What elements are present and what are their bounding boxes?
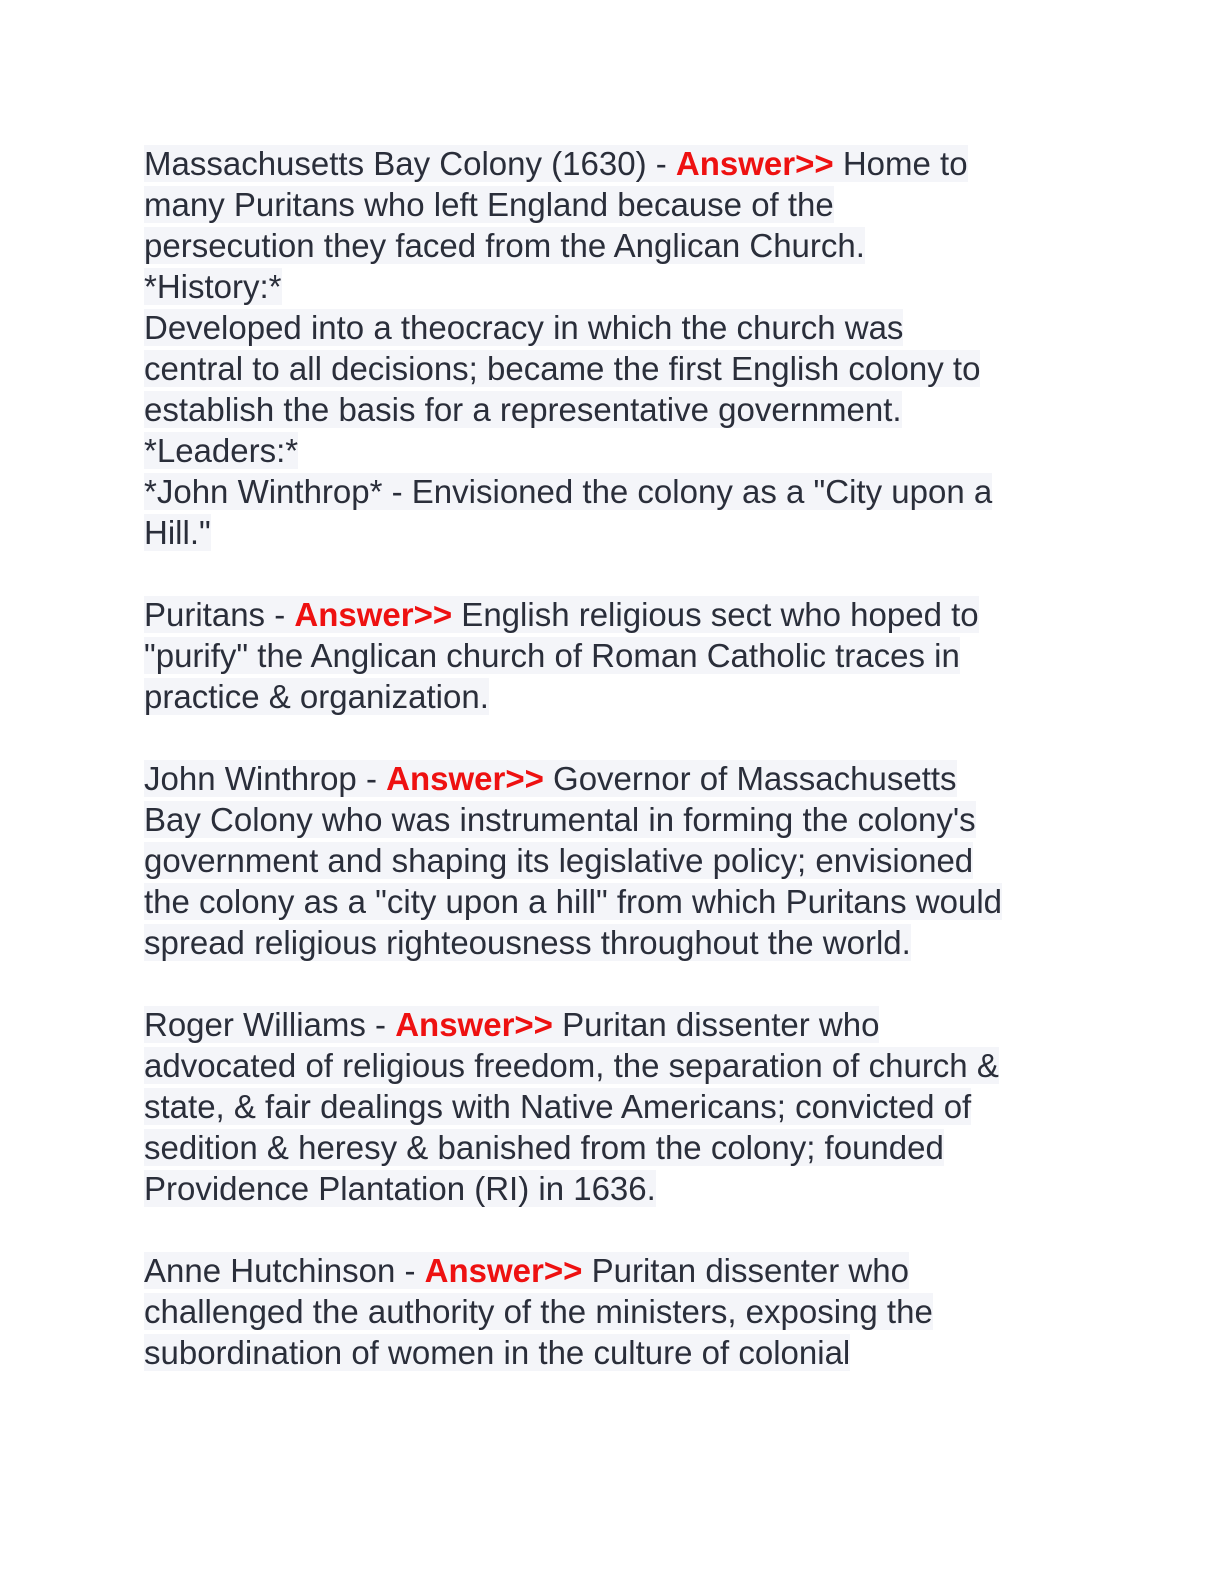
definition-text: many Puritans who left England because of the (144, 186, 834, 223)
flashcard-entry (144, 594, 1080, 717)
definition-text: Puritan dissenter who (582, 1252, 909, 1289)
text-line (144, 676, 1080, 717)
text-line (144, 840, 1080, 881)
text-line (144, 594, 1080, 635)
text-line (144, 348, 1080, 389)
definition-text: persecution they faced from the Anglican Church. (144, 227, 865, 264)
text-line (144, 430, 1080, 471)
definition-text: Developed into a theocracy in which the church was (144, 309, 904, 346)
flashcard-entry (144, 143, 1080, 553)
definition-text: the colony as a "city upon a hill" from which Puritans would (144, 883, 1003, 920)
definition-text: Puritan dissenter who (552, 1006, 880, 1043)
text-line (144, 635, 1080, 676)
flashcard-entry (144, 1004, 1080, 1209)
text-line (144, 1127, 1080, 1168)
text-line (144, 225, 1080, 266)
text-line (144, 758, 1080, 799)
entry-spacer (144, 717, 1080, 758)
term-text: Massachusetts Bay Colony (1630) - (144, 145, 676, 182)
definition-text: government and shaping its legislative policy; envisioned (144, 842, 974, 879)
definition-text: Bay Colony who was instrumental in forming the colony's (144, 801, 976, 838)
definition-text: establish the basis for a representative government. (144, 391, 902, 428)
definition-text: "purify" the Anglican church of Roman Catholic traces in (144, 637, 960, 674)
definition-text: Governor of Massachusetts (543, 760, 957, 797)
term-text: Roger Williams - (144, 1006, 396, 1043)
section-heading: *Leaders:* (144, 432, 299, 469)
text-line (144, 143, 1080, 184)
definition-text: Providence Plantation (RI) in 1636. (144, 1170, 656, 1207)
text-line (144, 1004, 1080, 1045)
document-page (144, 143, 1080, 1373)
text-line (144, 471, 1080, 512)
term-text: John Winthrop - (144, 760, 387, 797)
flashcard-entry (144, 758, 1080, 963)
definition-text: subordination of women in the culture of colonial (144, 1334, 851, 1371)
definition-text: Hill." (144, 514, 211, 551)
text-line (144, 799, 1080, 840)
definition-text: sedition & heresy & banished from the colony; founded (144, 1129, 944, 1166)
entry-spacer (144, 553, 1080, 594)
text-line (144, 389, 1080, 430)
text-line (144, 1250, 1080, 1291)
answer-marker: Answer>> (424, 1252, 583, 1289)
definition-text: challenged the authority of the ministers, exposing the (144, 1293, 933, 1330)
definition-text: state, & fair dealings with Native Americans; convicted of (144, 1088, 972, 1125)
text-line (144, 184, 1080, 225)
term-text: Anne Hutchinson - (144, 1252, 425, 1289)
text-line (144, 922, 1080, 963)
definition-text: advocated of religious freedom, the separation of church & (144, 1047, 999, 1084)
entry-spacer (144, 1209, 1080, 1250)
answer-marker: Answer>> (294, 596, 453, 633)
definition-text: practice & organization. (144, 678, 489, 715)
answer-marker: Answer>> (395, 1006, 553, 1043)
text-line (144, 1332, 1080, 1373)
flashcard-entry (144, 1250, 1080, 1373)
definition-text: spread religious righteousness throughout the world. (144, 924, 911, 961)
entry-spacer (144, 963, 1080, 1004)
text-line (144, 266, 1080, 307)
section-heading: *History:* (144, 268, 282, 305)
definition-text: Home to (833, 145, 968, 182)
term-text: Puritans - (144, 596, 295, 633)
text-line (144, 307, 1080, 348)
text-line (144, 512, 1080, 553)
text-line (144, 1086, 1080, 1127)
answer-marker: Answer>> (675, 145, 834, 182)
definition-text: central to all decisions; became the first English colony to (144, 350, 981, 387)
text-line (144, 881, 1080, 922)
definition-text: English religious sect who hoped to (452, 596, 979, 633)
text-line (144, 1168, 1080, 1209)
text-line (144, 1291, 1080, 1332)
text-line (144, 1045, 1080, 1086)
definition-text: *John Winthrop* - Envisioned the colony as a "City upon a (144, 473, 993, 510)
answer-marker: Answer>> (386, 760, 544, 797)
